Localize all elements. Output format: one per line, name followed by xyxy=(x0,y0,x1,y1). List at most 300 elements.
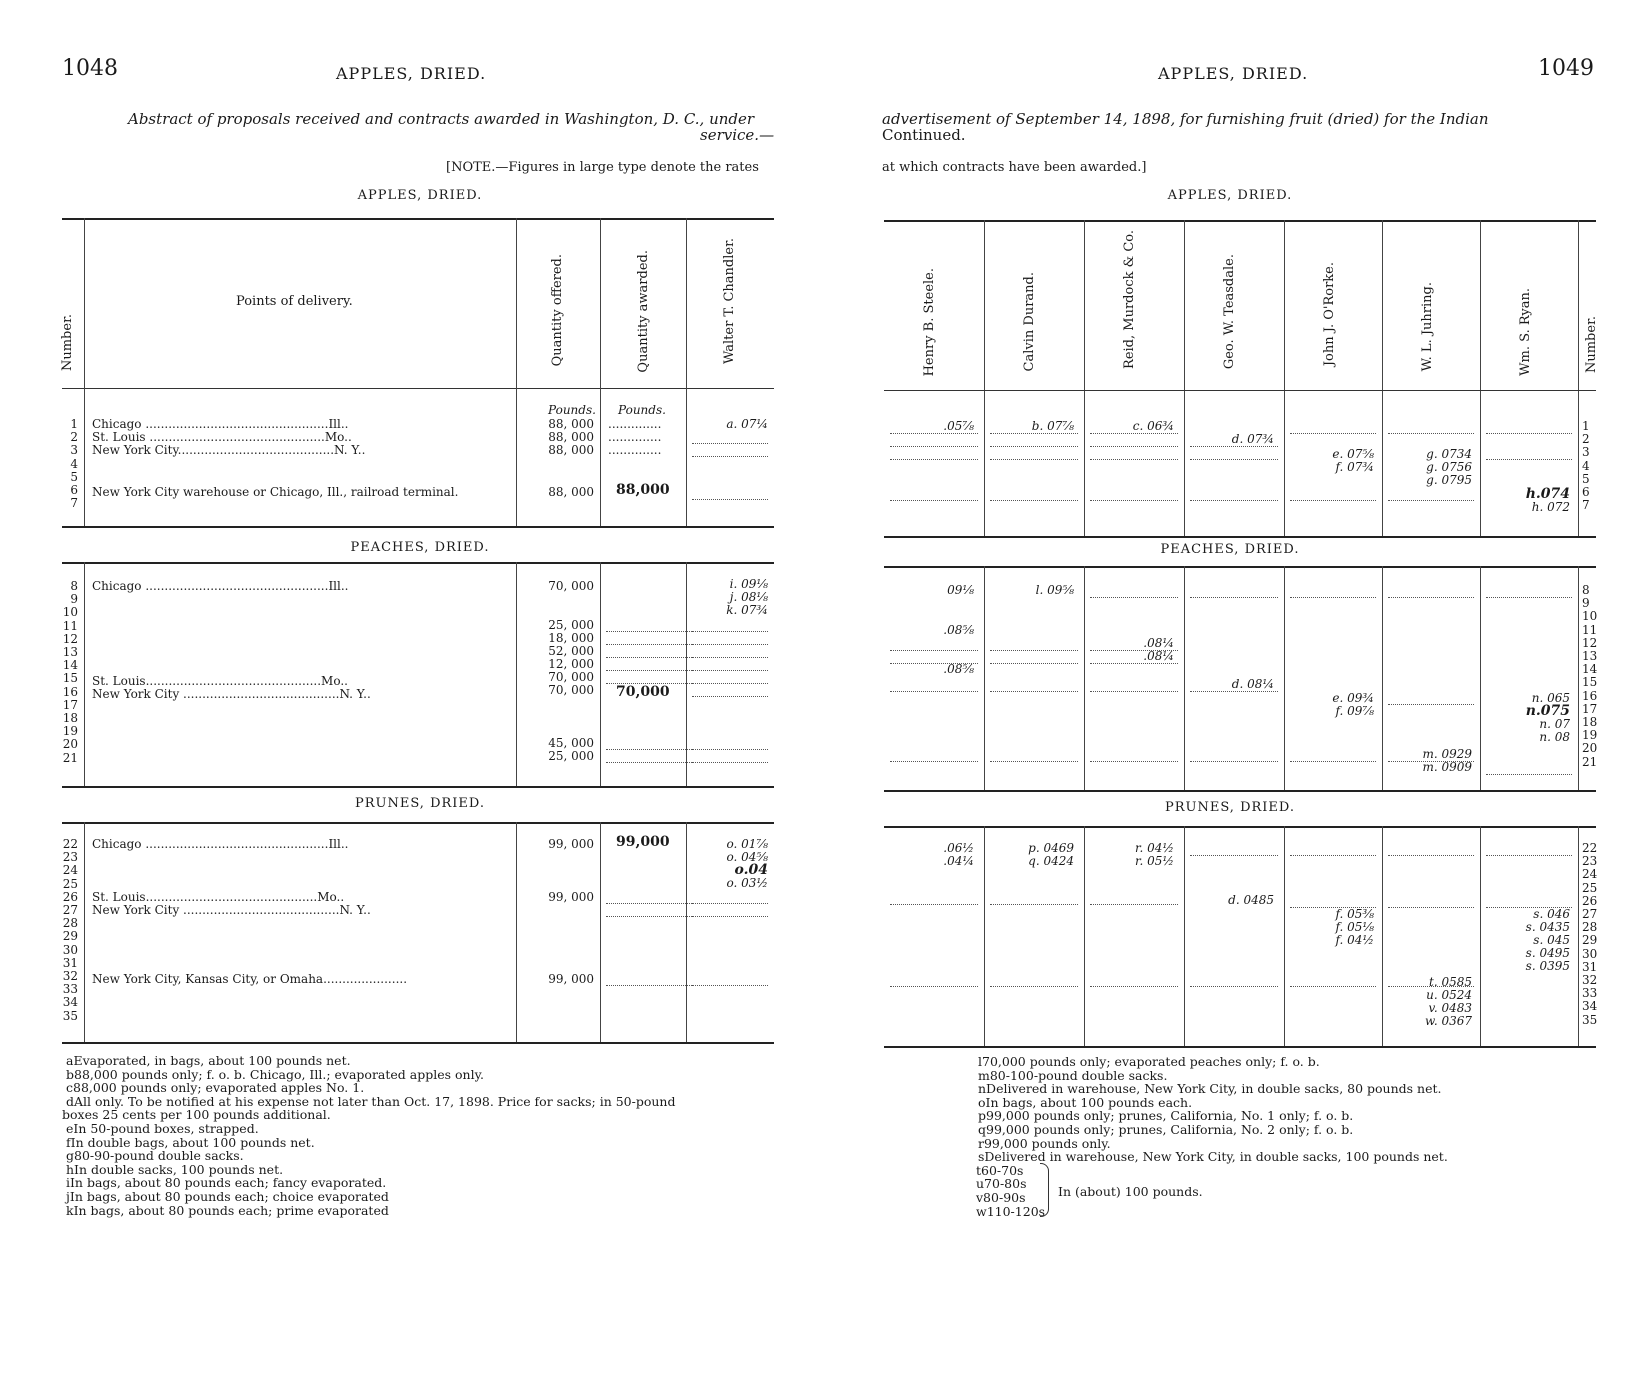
dotted-leader xyxy=(1090,500,1178,501)
column-rule xyxy=(1578,826,1579,1046)
row-number: 4 xyxy=(70,456,78,471)
row-number: 35 xyxy=(62,1008,78,1023)
header-number: Number. xyxy=(60,314,75,372)
row-number-right: 2 xyxy=(1582,432,1590,447)
bidder-header: Henry B. Steele. xyxy=(922,268,937,377)
dotted-leader xyxy=(606,670,692,671)
row-number-right: 26 xyxy=(1582,893,1598,908)
apples-reid: c. 06¾ xyxy=(1132,419,1174,433)
footnote-left: boxes 25 cents per 100 pounds additional. xyxy=(62,1107,331,1123)
apples-point-6: New York City warehouse or Chicago, Ill., railroad terminal. xyxy=(92,485,459,499)
dotted-leader xyxy=(890,433,978,434)
row-number-right: 28 xyxy=(1582,920,1598,935)
bidder-header: Calvin Durand. xyxy=(1022,272,1037,372)
peaches-teasdale: d. 08¼ xyxy=(1231,677,1274,691)
peaches-offered: 12, 000 xyxy=(548,657,594,671)
column-rule xyxy=(1382,566,1383,790)
dotted-leader xyxy=(1090,433,1178,434)
footnote-right: r99,000 pounds only. xyxy=(978,1135,1111,1151)
row-number-right: 22 xyxy=(1582,841,1598,855)
apples-awarded-3: .............. xyxy=(608,443,662,457)
dotted-leader xyxy=(606,644,692,645)
row-number-right: 3 xyxy=(1582,445,1590,460)
prunes-chandler-bid: o. 04⅝ xyxy=(726,850,768,864)
dotted-leader xyxy=(1190,855,1278,856)
note-left: [NOTE.—Figures in large type denote the rates xyxy=(446,160,759,175)
row-number-right: 19 xyxy=(1582,728,1598,743)
row-number-right: 12 xyxy=(1582,635,1598,650)
header-quantity-offered: Quantity offered. xyxy=(550,254,565,367)
dotted-leader xyxy=(606,903,692,904)
dotted-leader xyxy=(890,459,978,460)
page-number-right: 1049 xyxy=(1538,56,1594,81)
apples-durand: b. 07⅞ xyxy=(1031,419,1074,433)
row-number: 6 xyxy=(70,483,78,497)
apples-point-2: St. Louis ..............................................Mo.. xyxy=(92,430,352,444)
row-number: 25 xyxy=(62,876,78,891)
dotted-leader xyxy=(1290,855,1376,856)
peaches-juhring: m. 0929 xyxy=(1422,747,1472,761)
row-number: 20 xyxy=(62,737,78,752)
row-number-right: 14 xyxy=(1582,662,1598,677)
dotted-leader xyxy=(1090,904,1178,905)
column-rule xyxy=(1084,566,1085,790)
prunes-ryan: s. 0435 xyxy=(1525,920,1570,934)
row-number-right: 6 xyxy=(1582,485,1590,499)
dotted-leader xyxy=(890,904,978,905)
row-number-right: 32 xyxy=(1582,973,1598,987)
dotted-leader xyxy=(890,986,978,987)
peaches-juhring: m. 0909 xyxy=(1422,760,1472,774)
apples-steele: .05⅞ xyxy=(943,419,974,433)
dotted-leader xyxy=(990,446,1078,447)
dotted-leader xyxy=(1190,986,1278,987)
dotted-leader xyxy=(692,749,768,750)
dotted-leader xyxy=(890,691,978,692)
apples-ryan: h.074 xyxy=(1525,486,1570,502)
dotted-leader xyxy=(1486,774,1572,775)
brace-note: In (about) 100 pounds. xyxy=(1058,1184,1203,1199)
row-number-right: 17 xyxy=(1582,701,1598,716)
footnote-right: l70,000 pounds only; evaporated peaches only; f. o. b. xyxy=(978,1054,1320,1069)
row-number-right: 30 xyxy=(1582,946,1598,961)
row-number-right: 29 xyxy=(1582,933,1598,948)
dotted-leader xyxy=(1190,459,1278,460)
prunes-awarded: 99,000 xyxy=(616,834,670,850)
row-number: 30 xyxy=(62,942,78,957)
apples-chandler-1: a. 07¼ xyxy=(726,417,768,431)
prunes-steele: .06½ xyxy=(943,841,974,855)
peaches-point-stlouis: St. Louis..............................................Mo.. xyxy=(92,674,348,688)
prunes-ryan: s. 045 xyxy=(1533,933,1570,947)
row-number-right: 23 xyxy=(1582,854,1598,869)
row-number-right: 33 xyxy=(1582,986,1598,1001)
row-number-right: 8 xyxy=(1582,583,1590,597)
prunes-chandler-bid: o. 03½ xyxy=(726,876,768,890)
dotted-leader xyxy=(606,916,692,917)
dotted-leader xyxy=(692,985,768,986)
dotted-leader xyxy=(1290,907,1376,908)
running-title-right: APPLES, DRIED. xyxy=(1158,64,1309,83)
dotted-leader xyxy=(890,761,978,762)
peaches-offered: 70, 000 xyxy=(548,683,594,697)
dotted-leader xyxy=(1190,597,1278,598)
prunes-point-chicago: Chicago ................................................Ill.. xyxy=(92,837,349,851)
prunes-offered-stlouis: 99, 000 xyxy=(548,890,594,904)
unit-awarded: Pounds. xyxy=(618,403,666,417)
row-number: 34 xyxy=(62,995,78,1010)
column-rule xyxy=(984,566,985,790)
row-number-right: 16 xyxy=(1582,688,1598,703)
prunes-rorke: f. 05⅜ xyxy=(1335,907,1374,921)
dotted-leader xyxy=(1486,855,1572,856)
peaches-steele: .08⅝ xyxy=(943,623,974,637)
prunes-ryan: s. 0495 xyxy=(1525,946,1570,960)
column-rule xyxy=(1578,566,1579,790)
dotted-leader xyxy=(1190,446,1278,447)
peaches-offered: 70, 000 xyxy=(548,670,594,684)
footnote-right: oIn bags, about 100 pounds each. xyxy=(978,1094,1193,1110)
apples-offered-3: 88, 000 xyxy=(548,443,594,457)
row-number-right: 18 xyxy=(1582,715,1598,729)
column-rule xyxy=(1578,220,1579,536)
row-number: 19 xyxy=(62,724,78,739)
dotted-leader xyxy=(692,916,768,917)
dotted-leader xyxy=(1486,907,1572,908)
dotted-leader xyxy=(1290,433,1376,434)
dotted-leader xyxy=(990,500,1078,501)
footnote-right: t60-70s xyxy=(976,1162,1024,1178)
prunes-reid: r. 04½ xyxy=(1135,841,1174,855)
row-number-right: 27 xyxy=(1582,907,1598,921)
running-title-left: APPLES, DRIED. xyxy=(336,64,487,83)
row-number: 3 xyxy=(70,443,78,458)
column-rule xyxy=(984,220,985,536)
dotted-leader xyxy=(890,500,978,501)
dotted-leader xyxy=(990,433,1078,434)
prunes-chandler-bid: o.04 xyxy=(734,862,768,878)
row-number: 23 xyxy=(62,850,78,865)
prunes-juhring: v. 0483 xyxy=(1428,1001,1472,1015)
footnote-left: dAll only. To be notified at his expense not later than Oct. 17, 1898. Price for sacks; in 50-pound xyxy=(66,1093,676,1109)
header-number-right: Number. xyxy=(1584,316,1599,374)
dotted-leader xyxy=(606,985,692,986)
dotted-leader xyxy=(692,644,768,645)
apples-ryan: h. 072 xyxy=(1531,500,1570,514)
peaches-offered: 25, 000 xyxy=(548,749,594,763)
footnote-right: u70-80s xyxy=(976,1176,1027,1192)
dotted-leader xyxy=(990,663,1078,664)
table-rule xyxy=(884,790,1596,792)
peaches-steele: 09⅛ xyxy=(947,583,974,597)
footnote-right: w110-120s xyxy=(976,1203,1046,1219)
row-number-right: 31 xyxy=(1582,959,1598,974)
dotted-leader xyxy=(1090,663,1178,664)
section-peaches-right: PEACHES, DRIED. xyxy=(1160,542,1300,557)
footnote-left: c88,000 pounds only; evaporated apples No. 1. xyxy=(66,1080,365,1096)
column-rule xyxy=(1480,566,1481,790)
row-number: 10 xyxy=(62,605,78,620)
row-number-right: 34 xyxy=(1582,999,1598,1014)
dotted-leader xyxy=(1388,855,1474,856)
unit-offered: Pounds. xyxy=(548,403,596,417)
row-number: 7 xyxy=(70,496,78,511)
intro-line-2: service.— xyxy=(700,126,775,144)
peaches-offered: 25, 000 xyxy=(548,618,594,632)
peaches-offered: 18, 000 xyxy=(548,631,594,645)
apples-awarded-2: .............. xyxy=(608,430,662,444)
row-number-right: 1 xyxy=(1582,419,1590,433)
footnote-left: jIn bags, about 80 pounds each; choice evaporated xyxy=(66,1189,389,1204)
dotted-leader xyxy=(692,696,768,697)
row-number-right: 4 xyxy=(1582,458,1590,473)
row-number: 17 xyxy=(62,697,78,712)
dotted-leader xyxy=(1486,433,1572,434)
row-number-right: 5 xyxy=(1582,471,1590,486)
dotted-leader xyxy=(990,904,1078,905)
footnote-right: v80-90s xyxy=(976,1190,1026,1205)
row-number: 5 xyxy=(70,469,78,484)
apples-rorke: f. 07¾ xyxy=(1335,460,1374,474)
row-number-right: 20 xyxy=(1582,741,1598,756)
row-number-right: 13 xyxy=(1582,649,1598,663)
footnote-right: sDelivered in warehouse, New York City, in double sacks, 100 pounds net. xyxy=(978,1149,1448,1165)
footnote-left: iIn bags, about 80 pounds each; fancy evaporated. xyxy=(66,1175,387,1191)
row-number-right: 9 xyxy=(1582,596,1590,611)
bidder-header: John J. O'Rorke. xyxy=(1322,262,1337,367)
row-number-right: 21 xyxy=(1582,754,1598,769)
dotted-leader xyxy=(1388,907,1474,908)
page-number-left: 1048 xyxy=(62,56,118,81)
row-number: 28 xyxy=(62,916,78,931)
prunes-ryan: s. 046 xyxy=(1533,907,1570,921)
dotted-leader xyxy=(1090,986,1178,987)
header-points-of-delivery: Points of delivery. xyxy=(236,294,353,309)
dotted-leader xyxy=(1090,761,1178,762)
row-number-right: 24 xyxy=(1582,867,1598,882)
apples-juhring: g. 0734 xyxy=(1426,447,1472,461)
dotted-leader xyxy=(990,691,1078,692)
row-number: 16 xyxy=(62,684,78,699)
footnote-right: m80-100-pound double sacks. xyxy=(978,1067,1168,1083)
peaches-durand: l. 09⅝ xyxy=(1035,583,1074,597)
dotted-leader xyxy=(606,749,692,750)
dotted-leader xyxy=(990,459,1078,460)
peaches-offered: 52, 000 xyxy=(548,644,594,658)
row-number: 21 xyxy=(62,750,78,765)
dotted-leader xyxy=(1388,500,1474,501)
column-rule xyxy=(1382,220,1383,536)
apples-awarded-1: .............. xyxy=(608,417,662,431)
section-prunes-left: PRUNES, DRIED. xyxy=(355,796,485,811)
dotted-leader xyxy=(1190,500,1278,501)
prunes-point-nyc: New York City .........................................N. Y.. xyxy=(92,903,371,917)
peaches-offered: 70, 000 xyxy=(548,579,594,593)
peaches-ryan: n. 07 xyxy=(1539,717,1570,731)
dotted-leader xyxy=(692,670,768,671)
column-rule xyxy=(1284,826,1285,1046)
row-number: 1 xyxy=(70,417,78,431)
footnote-left: aEvaporated, in bags, about 100 pounds net. xyxy=(66,1053,351,1068)
dotted-leader xyxy=(1090,459,1178,460)
peaches-steele: .08⅝ xyxy=(943,662,974,676)
footnote-left: hIn double sacks, 100 pounds net. xyxy=(66,1161,284,1177)
table-rule xyxy=(884,220,1596,222)
dotted-leader xyxy=(1090,650,1178,651)
column-rule xyxy=(1480,220,1481,536)
dotted-leader xyxy=(1486,597,1572,598)
row-number-right: 15 xyxy=(1582,675,1598,690)
apples-juhring: g. 0756 xyxy=(1426,460,1472,474)
prunes-offered-chicago: 99, 000 xyxy=(548,837,594,851)
peaches-point-chicago: Chicago ................................................Ill.. xyxy=(92,579,349,593)
dotted-leader xyxy=(890,650,978,651)
prunes-teasdale: d. 0485 xyxy=(1228,893,1274,907)
section-prunes-right: PRUNES, DRIED. xyxy=(1165,800,1295,815)
row-number-right: 7 xyxy=(1582,498,1590,513)
prunes-rorke: f. 05⅛ xyxy=(1335,920,1374,934)
intro-line-right-2: Continued. xyxy=(882,126,966,144)
peaches-ryan: n. 065 xyxy=(1531,691,1570,705)
dotted-leader xyxy=(692,683,768,684)
row-number: 14 xyxy=(62,658,78,673)
dotted-leader xyxy=(1388,761,1474,762)
dotted-leader xyxy=(1290,986,1376,987)
header-quantity-awarded: Quantity awarded. xyxy=(636,250,651,373)
dotted-leader xyxy=(606,657,692,658)
row-number: 22 xyxy=(62,837,78,851)
row-number-right: 25 xyxy=(1582,880,1598,895)
bidder-header: Reid, Murdock & Co. xyxy=(1122,230,1137,369)
dotted-leader xyxy=(1090,446,1178,447)
dotted-leader xyxy=(692,631,768,632)
dotted-leader xyxy=(1388,704,1474,705)
row-number: 32 xyxy=(62,969,78,983)
column-rule xyxy=(1084,826,1085,1046)
row-number: 26 xyxy=(62,889,78,904)
peaches-reid: .08¼ xyxy=(1143,649,1174,663)
row-number: 33 xyxy=(62,982,78,997)
dotted-leader xyxy=(1090,597,1178,598)
prunes-durand: p. 0469 xyxy=(1028,841,1074,855)
column-rule xyxy=(1184,826,1185,1046)
prunes-ryan: s. 0395 xyxy=(1525,959,1570,973)
bidder-header: Geo. W. Teasdale. xyxy=(1222,254,1237,370)
header-walter-t-chandler: Walter T. Chandler. xyxy=(722,238,737,364)
apples-rorke: e. 07⅝ xyxy=(1332,447,1374,461)
row-number: 18 xyxy=(62,711,78,725)
row-number: 8 xyxy=(70,579,78,593)
row-number: 9 xyxy=(70,592,78,607)
dotted-leader xyxy=(1290,597,1376,598)
peaches-reid: .08¼ xyxy=(1143,636,1174,650)
footnote-left: fIn double bags, about 100 pounds net. xyxy=(66,1134,315,1150)
intro-line-right-1: advertisement of September 14, 1898, for furnishing fruit (dried) for the Indian xyxy=(882,110,1489,128)
dotted-leader xyxy=(606,631,692,632)
table-rule xyxy=(884,566,1596,568)
row-number: 15 xyxy=(62,671,78,686)
dotted-leader xyxy=(990,650,1078,651)
row-number-right: 35 xyxy=(1582,1012,1598,1027)
dotted-leader xyxy=(692,762,768,763)
apples-point-1: Chicago ................................................Ill.. xyxy=(92,417,349,431)
row-number: 29 xyxy=(62,929,78,944)
column-rule xyxy=(1480,826,1481,1046)
dotted-leader xyxy=(1290,761,1376,762)
footnote-right: q99,000 pounds only; prunes, California, No. 2 only; f. o. b. xyxy=(978,1122,1354,1137)
prunes-rorke: f. 04½ xyxy=(1335,933,1374,947)
column-rule xyxy=(1284,566,1285,790)
apples-juhring: g. 0795 xyxy=(1426,473,1472,487)
header-rule xyxy=(884,390,1596,391)
bidder-header: Wm. S. Ryan. xyxy=(1518,288,1533,376)
row-number: 11 xyxy=(62,618,78,633)
note-right: at which contracts have been awarded.] xyxy=(882,160,1147,175)
prunes-juhring: t. 0585 xyxy=(1429,975,1472,989)
dotted-leader xyxy=(1486,459,1572,460)
section-peaches-left: PEACHES, DRIED. xyxy=(350,540,490,555)
dotted-leader xyxy=(1388,597,1474,598)
intro-line-1: Abstract of proposals received and contracts awarded in Washington, D. C., under xyxy=(128,110,755,128)
footnote-right: nDelivered in warehouse, New York City, in double sacks, 80 pounds net. xyxy=(978,1081,1442,1097)
peaches-chandler-bid: k. 07¾ xyxy=(726,603,768,617)
peaches-chandler-bid: i. 09⅛ xyxy=(729,577,768,591)
peaches-ryan: n. 08 xyxy=(1539,730,1570,744)
dotted-leader xyxy=(990,986,1078,987)
dotted-leader xyxy=(990,761,1078,762)
dotted-leader xyxy=(1190,761,1278,762)
dotted-leader xyxy=(1388,433,1474,434)
row-number-right: 10 xyxy=(1582,609,1598,624)
dotted-leader xyxy=(1388,986,1474,987)
row-number: 24 xyxy=(62,863,78,878)
column-rule xyxy=(1084,220,1085,536)
prunes-juhring: u. 0524 xyxy=(1426,988,1472,1002)
row-number: 31 xyxy=(62,955,78,970)
section-apples-left: APPLES, DRIED. xyxy=(357,188,483,203)
prunes-steele: .04¼ xyxy=(943,854,974,868)
table-rule xyxy=(884,1046,1596,1048)
column-rule xyxy=(1184,220,1185,536)
apples-offered-2: 88, 000 xyxy=(548,430,594,444)
peaches-point-nyc: New York City .........................................N. Y.. xyxy=(92,687,371,701)
bidder-header: W. L. Juhring. xyxy=(1420,282,1435,372)
peaches-rorke: e. 09¾ xyxy=(1332,691,1374,705)
peaches-rorke: f. 09⅞ xyxy=(1335,704,1374,718)
peaches-offered: 45, 000 xyxy=(548,736,594,750)
dotted-leader xyxy=(606,683,692,684)
apples-offered-6: 88, 000 xyxy=(548,485,594,499)
prunes-reid: r. 05½ xyxy=(1135,854,1174,868)
dotted-leader xyxy=(1090,691,1178,692)
dotted-leader xyxy=(1190,691,1278,692)
dotted-leader xyxy=(890,663,978,664)
footnote-left: eIn 50-pound boxes, strapped. xyxy=(66,1121,259,1136)
apples-offered-1: 88, 000 xyxy=(548,417,594,431)
peaches-ryan: n.075 xyxy=(1525,703,1570,719)
section-apples-right: APPLES, DRIED. xyxy=(1167,188,1293,203)
dotted-leader xyxy=(606,762,692,763)
apples-point-3: New York City.........................................N. Y.. xyxy=(92,443,366,457)
prunes-durand: q. 0424 xyxy=(1028,854,1074,868)
prunes-juhring: w. 0367 xyxy=(1424,1014,1472,1028)
table-rule xyxy=(884,826,1596,828)
row-number: 2 xyxy=(70,430,78,445)
dotted-leader xyxy=(1290,500,1376,501)
column-rule xyxy=(984,826,985,1046)
row-number: 12 xyxy=(62,631,78,646)
column-rule xyxy=(1184,566,1185,790)
